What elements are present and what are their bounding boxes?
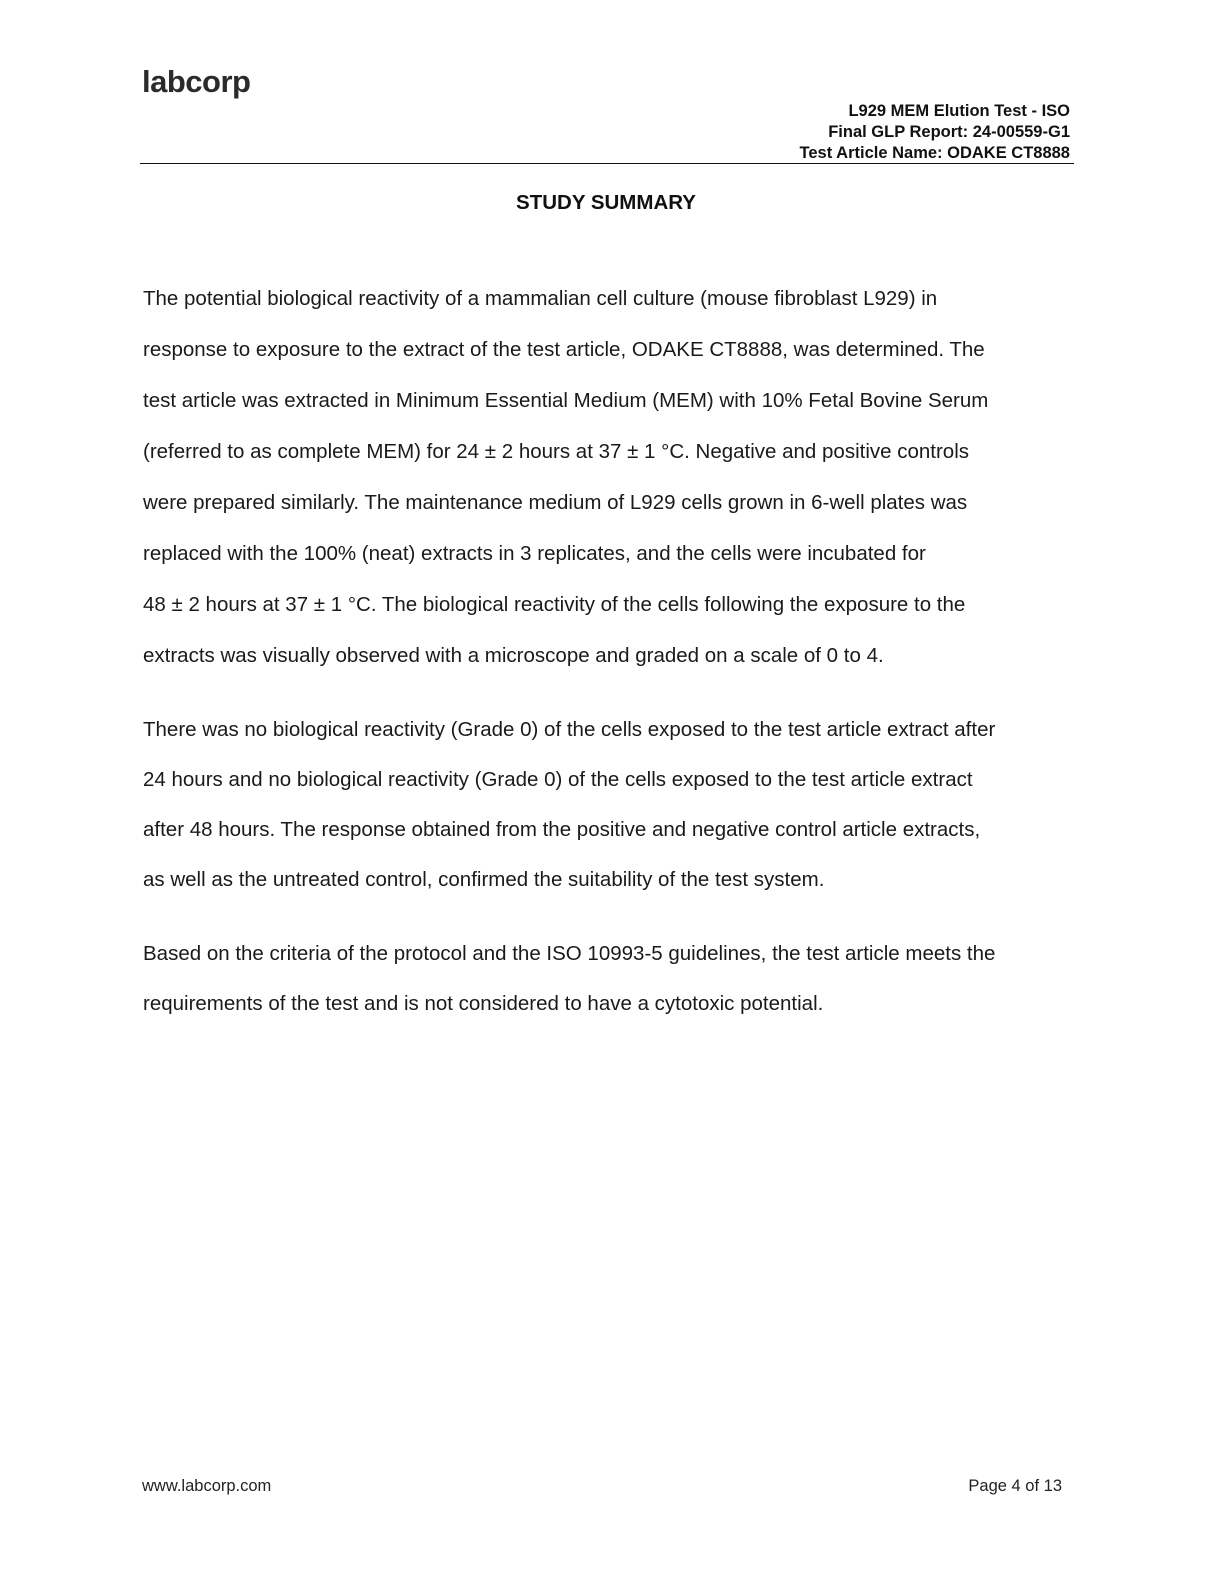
summary-paragraph-2 [143, 705, 1063, 905]
text-line: replaced with the 100% (neat) extracts in 3 replicates, and the cells were incubated for [143, 542, 926, 565]
test-article-name: Test Article Name: ODAKE CT8888 [799, 144, 1070, 162]
report-number: Final GLP Report: 24-00559-G1 [828, 123, 1070, 141]
text-line: test article was extracted in Minimum Essential Medium (MEM) with 10% Fetal Bovine Serum [143, 389, 989, 412]
text-line: extracts was visually observed with a microscope and graded on a scale of 0 to 4. [143, 644, 884, 667]
header-divider [140, 163, 1074, 164]
text-line: response to exposure to the extract of the test article, ODAKE CT8888, was determined. The [143, 338, 985, 361]
text-line: The potential biological reactivity of a mammalian cell culture (mouse fibroblast L929) in [143, 287, 938, 310]
labcorp-logo: labcorp [142, 64, 251, 99]
footer-page-number: Page 4 of 13 [968, 1477, 1062, 1495]
report-header [799, 101, 1070, 164]
section-title: STUDY SUMMARY [516, 191, 696, 214]
summary-paragraph-3 [143, 929, 1063, 1029]
text-line: were prepared similarly. The maintenance medium of L929 cells grown in 6-well plates was [143, 491, 968, 514]
footer-website: www.labcorp.com [142, 1477, 272, 1495]
text-line: 48 ± 2 hours at 37 ± 1 °C. The biological reactivity of the cells following the exposure to the [143, 593, 966, 616]
text-line: after 48 hours. The response obtained from the positive and negative control article extracts, [143, 818, 981, 841]
text-line: 24 hours and no biological reactivity (Grade 0) of the cells exposed to the test article extract [143, 768, 973, 791]
text-line: (referred to as complete MEM) for 24 ± 2 hours at 37 ± 1 °C. Negative and positive controls [143, 440, 970, 463]
text-line: Based on the criteria of the protocol and the ISO 10993-5 guidelines, the test article meets the [143, 942, 996, 965]
text-line: There was no biological reactivity (Grade 0) of the cells exposed to the test article extract after [143, 718, 996, 741]
text-line: as well as the untreated control, confirmed the suitability of the test system. [143, 868, 825, 891]
text-line: requirements of the test and is not considered to have a cytotoxic potential. [143, 992, 824, 1015]
summary-paragraph-1 [143, 273, 1063, 681]
test-name: L929 MEM Elution Test - ISO [848, 102, 1070, 120]
